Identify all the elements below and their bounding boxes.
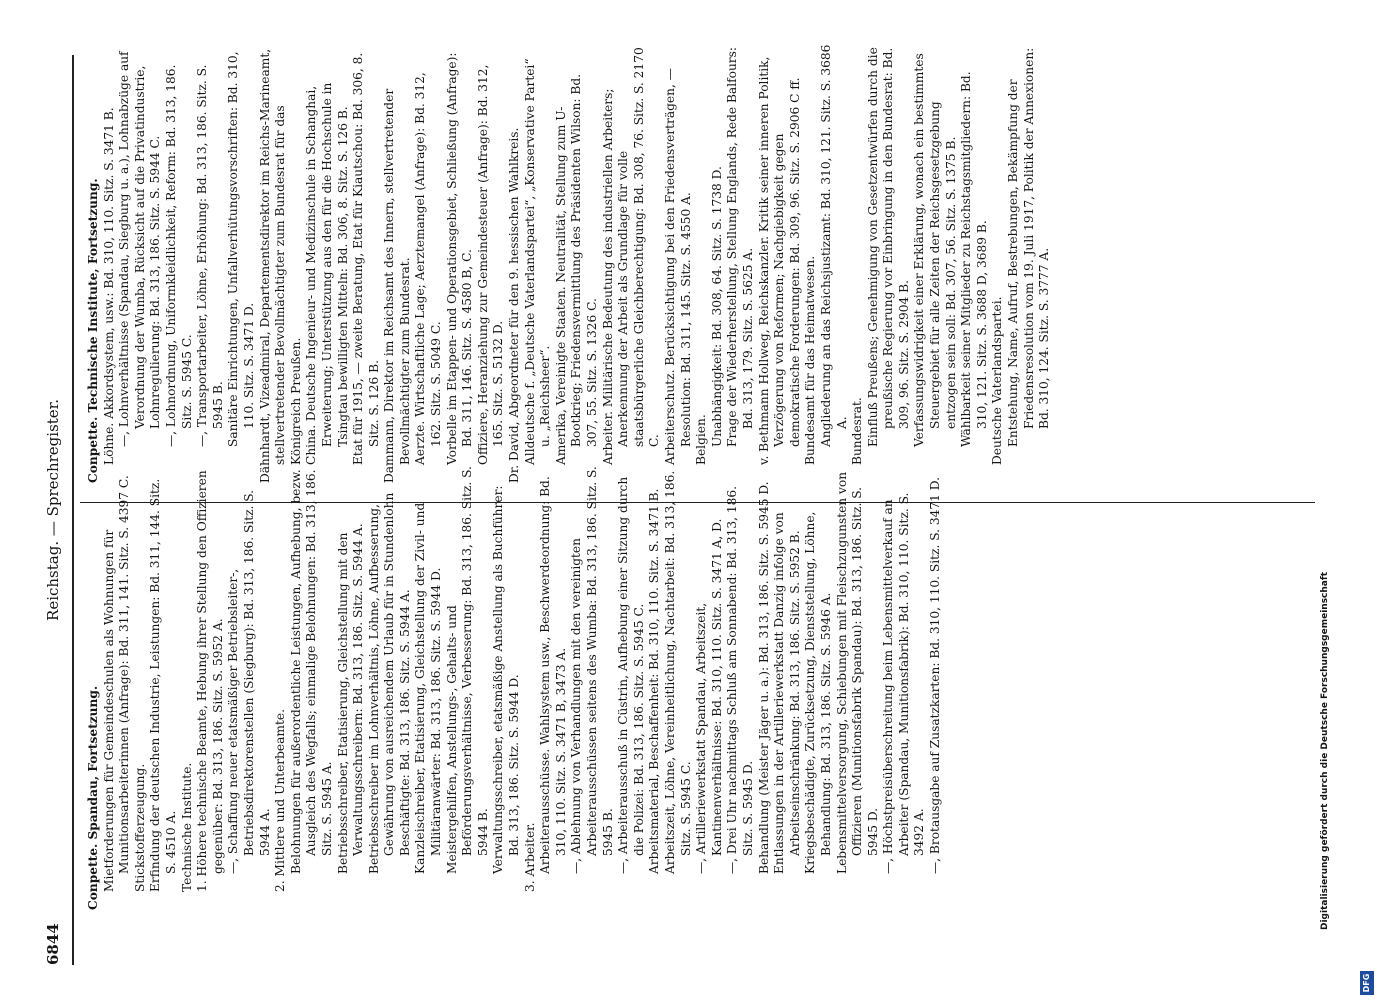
left-column <box>86 465 944 910</box>
digitization-note: Digitalisierung gefördert durch die Deutsche Forschungsgemeinschaft <box>1320 571 1330 930</box>
register-entry: Behandlung (Meister Jäger u. a.): Bd. 313, 186. Sitz. S. 5945 D. <box>756 481 771 874</box>
register-entry: Sanitäre Einrichtungen, Unfallverhütungsvorschriften: Bd. 310, 110. Sitz. S. 3471 D. <box>226 51 256 447</box>
register-entry: Offiziere, Heranziehung zur Gemeindesteuer (Anfrage): Bd. 312, 165. Sitz. S. 5132 D. <box>475 64 506 465</box>
register-entry: Frage der Wiederherstellung, Stellung Englands, Rede Balfours: Bd. 313, 179. Sitz. S. 5625 A. <box>725 47 755 447</box>
register-entry: Arbeiterschutz. Berücksichtigung bei den Friedensverträgen, — Resolution: Bd. 311, 145. Sitz. S. 4550 A. <box>662 68 693 465</box>
register-entry: —, Arbeiterausschuß in Cüstrin, Aufhebung einer Sitzung durch die Polizei: Bd. 313, 186. Sitz. S. 5945 C. <box>616 476 646 874</box>
register-entry: Belohnungen für außerordentliche Leistungen, Aufhebung, bezw. Ausgleich des Wegfalls; einmalige Belohnungen: Bd. 313, 186. Sitz. S. 5945 A. <box>288 469 334 874</box>
register-entry: Löhne. Akkordsystem, usw.: Bd. 310, 110. Sitz. S. 3471 B. <box>101 107 116 465</box>
register-entry: Entstehung, Name, Aufruf, Bestrebungen, Bekämpfung der Friedensresolution vom 19. Juli 1917, Politik der Annexionen: Bd. 310, 124. Sitz. S. 3777 A. <box>1006 47 1052 447</box>
register-entry: Arbeitsmaterial, Beschaffenheit: Bd. 310, 110. Sitz. S. 3471 B. <box>647 488 662 874</box>
register-entry: Etat für 1915, — zweite Beratung, Etat für Kiautschou: Bd. 306, 8. Sitz. S. 126 B. <box>351 52 381 465</box>
register-entry: Bundesamt für das Heimatwesen. <box>803 255 818 465</box>
register-entry: Unabhängigkeit: Bd. 308, 64. Sitz. S. 1738 D. <box>709 166 724 447</box>
register-entry: Betriebsschreiber im Lohnverhältnis, Löhne, Aufbesserung, Gewährung von ausreichendem Urlaub für in Stundenlohn Beschäftigte: Bd. 313, 186. Sitz. S. 5944 A. <box>366 492 412 874</box>
register-entry: Vorbelle im Etappen- und Operationsgebiet, Schließung (Anfrage): Bd. 311, 146. Sitz. S. 4580 B, C. <box>444 52 475 465</box>
register-entry: Alldeutsche f. „Deutsche Vaterlandspartei“, „Konservative Partei“ u. „Reichsheer“. <box>522 58 553 465</box>
register-entry: 1. Höhere technische Beamte, Hebung ihrer Stellung den Offizieren gegenüber: Bd. 313, 186. Sitz. S. 5952 A. <box>195 470 225 892</box>
register-entry: Angliederung an das Reichsjustizamt: Bd. 310, 121. Sitz. S. 3686 A. <box>818 44 849 447</box>
register-entry: Mietforderungen für Gemeindeschulen als Wohnungen für Munitionsarbeiterinnen (Anfrage): Bd. 311, 141. Sitz. S. 4397 C. <box>101 475 132 892</box>
header-rule <box>72 55 74 965</box>
register-entry: Bundesrat. <box>850 397 865 465</box>
register-entry: Einfluß Preußens; Genehmigung von Gesetzentwürfen durch die preußische Regierung vor Einbringung in den Bundesrat: Bd. 309, 96. Sitz. S. 2904 B. <box>865 47 911 447</box>
page-number: 6844 <box>44 923 62 965</box>
register-entry: Stickstofferzeugung. <box>132 763 147 892</box>
register-entry: —, Ablehnung von Verhandlungen mit den vereinigten Arbeiterausschüssen seitens des Wumba: Bd. 313, 186. Sitz. S. 5945 B. <box>569 466 615 874</box>
register-entry: 3. Arbeiter. <box>522 822 537 892</box>
register-entry: —, Transportarbeiter, Löhne, Erhöhung: Bd. 313, 186. Sitz. S. 5945 B. <box>195 64 225 447</box>
running-title: Reichstag. — Sprechregister. <box>44 399 62 621</box>
page-header <box>44 55 68 965</box>
register-entry: Arbeiterausschüsse. Wahlsystem usw., Beschwerdeordnung: Bd. 310, 110. Sitz. S. 3471 B, 3473 A. <box>538 476 568 874</box>
register-entry: Conpette. Spandau, Fortsetzung. <box>86 685 100 910</box>
register-entry: Aerzte. Wirtschaftliche Lage; Aerztemangel (Anfrage): Bd. 312, 162. Sitz. S. 5049 C. <box>413 72 444 465</box>
dfg-logo: DFG <box>1360 971 1374 995</box>
register-entry: Belgien. <box>694 414 709 465</box>
register-entry: Betriebsschreiber, Etatisierung, Gleichstellung mit den Verwaltungsschreibern: Bd. 313, 186. Sitz. S. 5944 A. <box>335 523 366 874</box>
register-entry: Kriegsbeschädigte, Zurücksetzung, Dienststellung, Löhne, Behandlung: Bd. 313, 186. Sitz. S. 5946 A. <box>803 511 833 874</box>
register-entry: Erfindung der deutschen Industrie, Leistungen: Bd. 311, 144. Sitz. S. 4510 A. <box>148 478 178 892</box>
register-entry: 2. Mittlere und Unterbeamte. <box>273 709 288 892</box>
register-entry: v. Bethmann Hollweg, Reichskanzler. Kritik seiner inneren Politik, Verzögerung von Reformen; Nachgiebigkeit gegen demokratische Forderungen: Bd. 309, 96. Sitz. S. 2906 C ff. <box>756 56 802 465</box>
register-entry: Arbeitszeit, Löhne, Vereinheitlichung, Nachtarbeit: Bd. 313, 186. Sitz. S. 5945 C. <box>662 470 693 874</box>
register-entry: China. Deutsche Ingenieur- und Medizinschule in Schanghai, Erweiterung; Unterstützung aus den für die Hochschule in Tsingtau bewilligten Mitteln: Bd. 306, 8. Sitz. S. 126 B. <box>304 82 350 465</box>
register-entry: —, Schaffung neuer etatsmäßiger Betriebsleiter-, Betriebsdirektorenstellen (Siegburg): Bd. 313, 186. Sitz. S. 5944 A. <box>226 489 272 874</box>
right-column <box>86 43 1053 483</box>
register-entry: Lebensmittelversorgung, Schiebungen mit Fleischzugunsten von Offizieren (Munitionsfabrik Spandau): Bd. 313, 186. Sitz. S. 5945 D. <box>834 471 880 874</box>
register-entry: Arbeiter. Militärische Bedeutung des industriellen Arbeiters; Anerkennung der Arbeit als Grundlage für volle staatsbürgerliche Gleichberechtigung: Bd. 308, 76. Sitz. S. 2170 C. <box>600 47 662 465</box>
register-entry: —, Drei Uhr nachmittags Schluß am Sonnabend: Bd. 313, 186. Sitz. S. 5945 D. <box>725 485 755 874</box>
register-entry: —, Lohnordnung, Uniformkleidlichkeit, Reform: Bd. 313, 186. Sitz. S. 5945 C. <box>163 64 194 447</box>
register-entry: —, Lohnverhältnisse (Spandau, Siegburg u. a.), Lohnabzüge auf Verordnung der Wumba, Rücksicht auf die Privatindustrie, Lohnregulierung: Bd. 313, 186. Sitz. S. 5944 C. <box>117 51 163 447</box>
register-entry: Dähnhardt, Vizeadmiral, Departementsdirektor im Reichs-Marineamt, stellvertretender Bevollmächtigter zum Bundesrat für das Königreich Preußen. <box>257 48 303 483</box>
register-entry: Wählbarkeit seiner Mitglieder zu Reichstagsmitgliedern: Bd. 310, 121. Sitz. S. 3688 D, 3689 B. <box>959 71 989 447</box>
register-entry: Deutsche Vaterlandspartei. <box>990 296 1005 465</box>
register-entry: Meistergehilfen, Anstellungs-, Gehalts- und Beförderungsverhältnisse, Verbesserung: Bd. 313, 186. Sitz. S. 5944 B. <box>444 466 490 874</box>
register-entry: Kanzleischreiber, Etatisierung, Gleichstellung der Zivil- und Militäranwärter: Bd. 313, 186. Sitz. S. 5944 D. <box>413 502 444 874</box>
register-entry: Verwaltungsschreiber, etatsmäßige Anstellung als Buchführer: Bd. 313, 186. Sitz. S. 5944 D. <box>491 485 522 874</box>
register-entry: —, Brotausgabe auf Zusatzkarten: Bd. 310, 110. Sitz. S. 3471 D. <box>928 477 943 874</box>
register-entry: Amerika, Vereinigte Staaten. Neutralität, Stellung zum U-Bootkrieg; Friedensvermittlung des Präsidenten Wilson: Bd. 307, 55. Sitz. S. 1326 C. <box>553 73 599 465</box>
register-entry: Technische Institute. <box>179 762 194 892</box>
register-entry: Entlassungen in der Artilleriewerkstatt Danzig infolge von Arbeitseinschränkung: Bd. 313, 186. Sitz. S. 5952 B. <box>772 512 802 874</box>
register-entry: Dammann, Direktor im Reichsamt des Innern, stellvertretender Bevollmächtigter zum Bundesrat. <box>382 88 412 483</box>
register-entry: Dr. David, Abgeordneter für den 9. hessischen Wahlkreis. <box>507 127 522 483</box>
register-entry: Conpette. Technische Institute, Fortsetzung. <box>86 178 100 483</box>
register-entry: —, Höchstpreisüberschreitung beim Lebensmittelverkauf an Arbeiter (Spandau, Munitionsfabrik): Bd. 310, 110. Sitz. S. 3492 A. <box>881 492 927 874</box>
register-entry: Verfassungswidrigkeit einer Erklärung, wonach ein bestimmtes Steuergebiet für alle Zeiten der Reichsgesetzgebung entzogen sein soll: Bd. 307, 56. Sitz. S. 1375 B. <box>912 53 958 447</box>
register-entry: —, Artilleriewerkstatt Spandau, Arbeitszeit, Kantinenverhältnisse: Bd. 310, 110. Sitz. S. 3471 A, D. <box>694 518 724 874</box>
